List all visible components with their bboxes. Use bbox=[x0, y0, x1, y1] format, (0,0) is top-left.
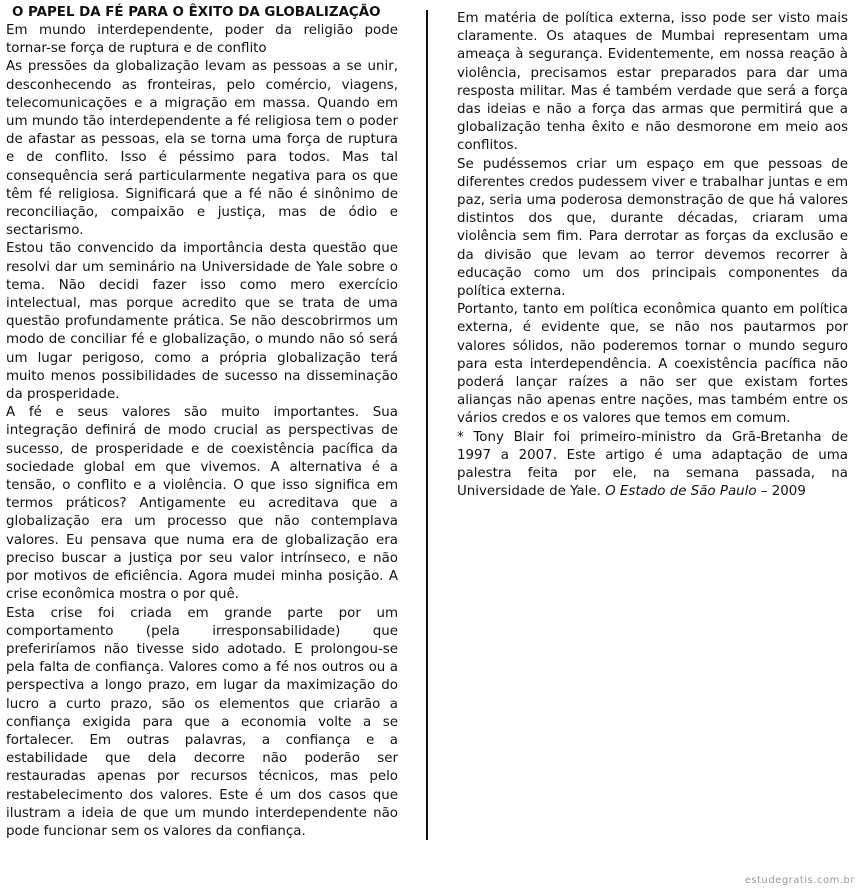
body-paragraph: Portanto, tanto em política econômica quanto em política externa, é evidente que, se não nos pautarmos por valores sólidos, não poderemos tornar o mundo seguro para esta interdependência. A coexistência pacífica não poderá lançar raízes a não ser que existam fortes alianças não apenas entre nações, mas também entre os vários credos e os valores que temos em comum. bbox=[457, 302, 848, 427]
watermark: estudegratis.com.br bbox=[744, 875, 855, 886]
body-paragraph: Estou tão convencido da importância desta questão que resolvi dar um seminário na Universidade de Yale sobre o tema. Não decidi fazer isso como mero exercício intelectual, mas porque acredito que se trata de uma questão profundamente prática. Se não descobrirmos um modo de conciliar fé e globalização, o mundo não só será um lugar perigoso, como a própria globalização terá muito menos possibilidades de sucesso na disseminação da prosperidade. bbox=[6, 241, 398, 403]
footnote-text: * Tony Blair foi primeiro-ministro da Grã-Bretanha de 1997 a 2007. Este artigo é uma adaptação de uma palestra feita por ele, na semana passada, na Universidade de Yale. bbox=[457, 429, 848, 500]
subtitle-paragraph: Em mundo interdependente, poder da religião pode tornar-se força de ruptura e de conflito bbox=[6, 23, 398, 57]
footnote-source: O Estado de São Paulo bbox=[605, 484, 757, 500]
body-paragraph: Se pudéssemos criar um espaço em que pessoas de diferentes credos pudessem viver e trabalhar juntas e em paz, seria uma poderosa demonstração de que há valores distintos dos que, durante décadas, criaram uma violência sem fim. Para derrotar as forças da exclusão e da divisão que levam ao terror devemos recorrer à educação como um dos principais componentes da política externa. bbox=[457, 156, 848, 300]
right-column bbox=[457, 10, 848, 501]
body-paragraph: Esta crise foi criada em grande parte por um comportamento (pela irresponsabilidade) que preferiríamos não tivesse sido adotado. E prolongou-se pela falta de confiança. Valores como a fé nos outros ou a perspectiva a longo prazo, em lugar da maximização do lucro a curto prazo, são os elementos que criarão a confiança exigida para que a economia volte a se fortalecer. Em outras palavras, a confiança e a estabilidade que dela decorre não poderão ser restauradas apenas por recursos técnicos, mas pelo restabelecimento dos valores. Este é um dos casos que ilustram a ideia de que um mundo interdependente não pode funcionar sem os valores da confiança. bbox=[6, 605, 398, 839]
body-paragraph: A fé e seus valores são muito importantes. Sua integração definirá de modo crucial as perspectivas de sucesso, de prosperidade e de coexistência pacífica da sociedade global em que vivemos. A alternativa é a tensão, o conflito e a violência. O que isso significa em termos práticos? Antigamente eu acreditava que a globalização era um processo que não contemplava valores. Eu pensava que numa era de globalização era preciso buscar a justiça por seu valor intrínseco, e não por motivos de eficiência. Agora mudei minha posição. A crise econômica mostra o por quê. bbox=[6, 405, 398, 603]
footnote-year: – 2009 bbox=[756, 484, 806, 500]
body-paragraph: As pressões da globalização levam as pessoas a se unir, desconhecendo as fronteiras, pelo comércio, viagens, telecomunicações e a migração em massa. Quando em um mundo tão interdependente a fé religiosa tem o poder de afastar as pessoas, ela se torna uma força de ruptura e de conflito. Isso é péssimo para todos. Mas tal consequência será particularmente negativa para os que têm fé religiosa. Significará que a fé não é sinônimo de reconciliação, compaixão e justiça, mas de ódio e sectarismo. bbox=[6, 59, 398, 239]
body-paragraph: Em matéria de política externa, isso pode ser visto mais claramente. Os ataques de Mumbai representam uma ameaça à segurança. Evidentemente, em nossa reação à violência, precisamos estar preparados para dar uma resposta militar. Mas é também verdade que será a força das ideias e não a força das armas que permitirá que a globalização tenha êxito e não desmorone em meio aos conflitos. bbox=[457, 11, 848, 154]
column-divider bbox=[426, 10, 428, 840]
left-column bbox=[6, 4, 398, 841]
footnote bbox=[457, 429, 848, 502]
article-title: O PAPEL DA FÉ PARA O ÊXITO DA GLOBALIZAÇÃO bbox=[12, 5, 381, 20]
